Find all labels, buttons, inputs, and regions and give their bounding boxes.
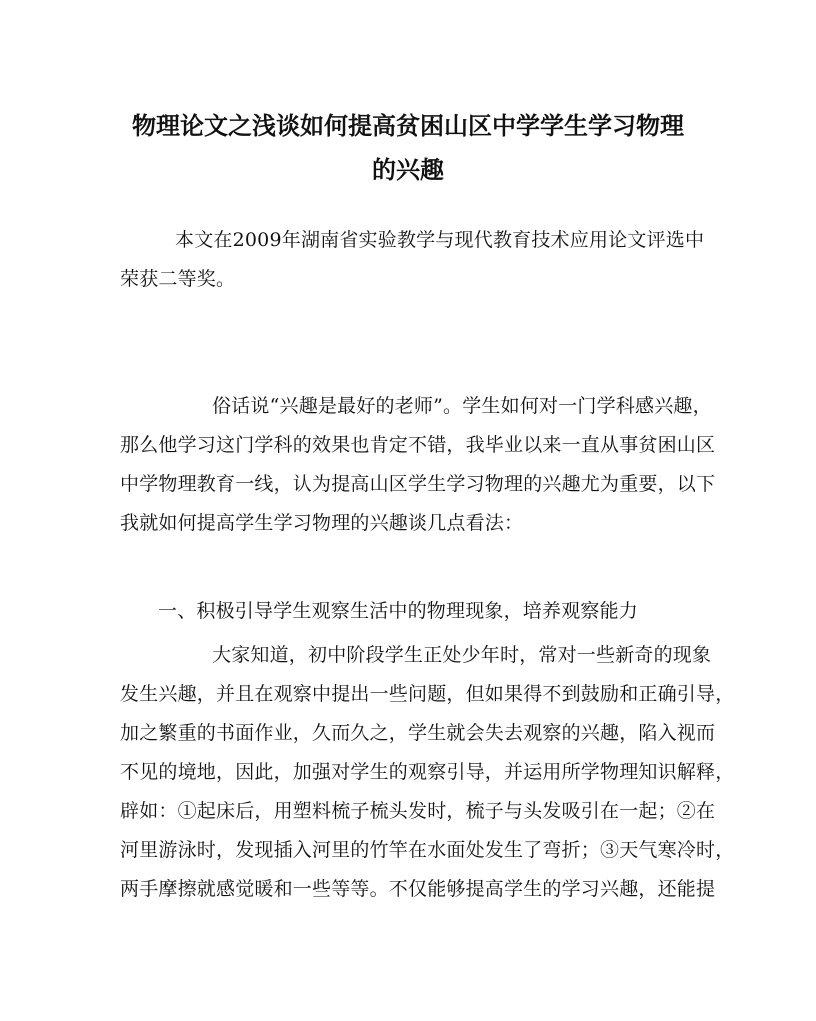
section-body-line-2: 发生兴趣，并且在观察中提出一些问题，但如果得不到鼓励和正确引导， — [120, 683, 735, 705]
section-body-line-1: 大家知道，初中阶段学生正处少年时，常对一些新奇的现象 — [212, 644, 712, 666]
section-body-line-6: 河里游泳时，发现插入河里的竹竿在水面处发生了弯折；③天气寒冷时， — [120, 839, 735, 861]
section-heading: 一、积极引导学生观察生活中的物理现象，培养观察能力 — [158, 600, 639, 622]
intro-line-3: 中学物理教育一线，认为提高山区学生学习物理的兴趣尤为重要，以下 — [120, 473, 716, 495]
section-body-line-4: 不见的境地，因此，加强对学生的观察引导，并运用所学物理知识解释， — [120, 761, 735, 783]
intro-line-1: 俗话说“兴趣是最好的老师”。学生如何对一门学科感兴趣， — [212, 395, 712, 417]
award-note-line-2: 荣获二等奖。 — [120, 268, 236, 290]
section-body-line-5: 辟如：①起床后，用塑料梳子梳头发时，梳子与头发吸引在一起；②在 — [120, 800, 716, 822]
title-line-2: 的兴趣 — [372, 155, 444, 184]
document-title — [100, 104, 716, 192]
section-body-line-7: 两手摩擦就感觉暖和一些等等。不仅能够提高学生的学习兴趣，还能提 — [120, 878, 716, 900]
intro-line-4: 我就如何提高学生学习物理的兴趣谈几点看法： — [120, 512, 524, 534]
award-note-line-1: 本文在2009年湖南省实验教学与现代教育技术应用论文评选中 — [175, 229, 705, 251]
title-line-1: 物理论文之浅谈如何提高贫困山区中学学生学习物理 — [132, 111, 684, 140]
intro-line-2: 那么他学习这门学科的效果也肯定不错，我毕业以来一直从事贫困山区 — [120, 434, 716, 456]
section-body-line-3: 加之繁重的书面作业，久而久之，学生就会失去观察的兴趣，陷入视而 — [120, 722, 716, 744]
